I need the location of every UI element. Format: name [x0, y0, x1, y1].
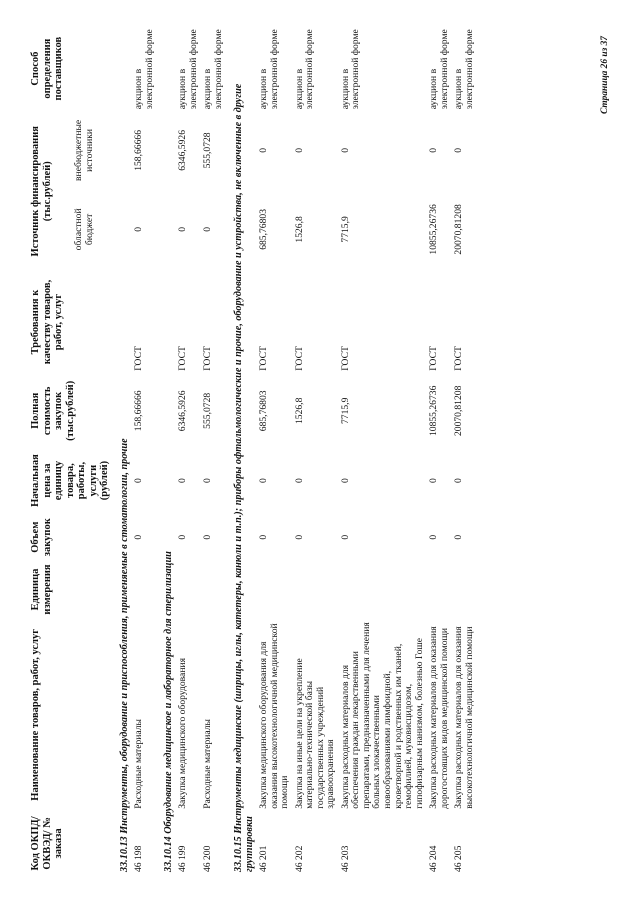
cell-code: 46 201 — [257, 845, 269, 872]
cell-volume: 0 — [453, 534, 465, 540]
cell-name: Закупка расходных материалов для обеспечения граждан лекарственными препаратами, предназначенными для лечения больных злокачественными новообразованиями лимфоидной, кроветворной и родственных им тканей, гемофилией, муковисцидозом, гипофизарным нанизмом, болезнью Гоше — [339, 622, 425, 809]
col-price: Начальная цена за единицу товара, работы, услуги (рублей) — [30, 454, 111, 507]
group-row — [157, 25, 176, 875]
cell-price: 0 — [293, 478, 305, 483]
cell-method: аукцион в электронной форме — [133, 29, 155, 110]
cell-total: 20070,81208 — [453, 385, 465, 436]
cell-regional: 0 — [177, 227, 189, 232]
table-row — [176, 25, 201, 875]
cell-name: Закупка расходных материалов для оказания высокотехнологичной медицинской помощи — [453, 626, 475, 809]
cell-unit — [201, 561, 226, 618]
cell-extra: 555,0728 — [202, 132, 214, 169]
group-code: 33.10.15 — [232, 836, 244, 872]
cell-name: Расходные материалы — [202, 719, 214, 809]
cell-extra: 0 — [428, 148, 440, 153]
cell-unit — [257, 561, 293, 618]
col-name: Наименование товаров, работ, услуг — [30, 628, 41, 801]
table-row — [427, 25, 452, 875]
cell-name: Закупка расходных материалов для оказания дорогостоящих видов медицинской помощи — [428, 626, 450, 809]
cell-name: Закупка медицинского оборудования — [177, 658, 189, 809]
cell-regional: 7715,9 — [339, 216, 351, 243]
cell-total: 10855,26736 — [428, 385, 440, 436]
cell-price: 0 — [339, 478, 351, 483]
table-row — [293, 25, 339, 875]
group-row — [227, 25, 257, 875]
cell-requirements: ГОСТ — [453, 346, 465, 371]
col-source: Источник финансирования (тыс.рублей) — [30, 126, 53, 257]
cell-volume: 0 — [257, 534, 269, 540]
cell-total: 685,76803 — [257, 390, 269, 432]
cell-total: 7715,9 — [339, 397, 351, 425]
group-title: Оборудование медицинское и лабораторное для стерилизации — [163, 551, 175, 834]
cell-unit — [293, 561, 339, 618]
group-code: 33.10.13 — [118, 836, 130, 872]
cell-requirements: ГОСТ — [257, 346, 269, 371]
cell-total: 6346,5926 — [177, 390, 189, 432]
cell-code: 46 198 — [133, 845, 145, 872]
cell-extra: 158,66666 — [133, 130, 145, 171]
cell-unit — [427, 561, 452, 618]
col-volume: Объем закупок — [30, 518, 53, 557]
cell-extra: 0 — [453, 148, 465, 153]
cell-price: 0 — [202, 478, 214, 483]
cell-name: Закупка на иные цели на укрепление материально-технической базы государственных учреждений здравоохранения — [293, 658, 337, 809]
cell-unit — [339, 561, 427, 618]
cell-code: 46 199 — [177, 845, 189, 872]
cell-requirements: ГОСТ — [177, 346, 189, 371]
cell-volume: 0 — [293, 534, 305, 540]
cell-method: аукцион в электронной форме — [202, 29, 224, 110]
cell-extra: 0 — [257, 148, 269, 153]
cell-unit — [176, 561, 201, 618]
cell-volume: 0 — [177, 534, 189, 540]
cell-method: аукцион в электронной форме — [293, 29, 316, 110]
cell-price: 0 — [453, 478, 465, 483]
cell-volume: 0 — [339, 534, 351, 540]
col-method: Способ определения поставщиков — [30, 36, 65, 101]
cell-regional: 0 — [133, 227, 145, 232]
table-body — [113, 25, 478, 875]
cell-regional: 1526,8 — [293, 216, 305, 243]
cell-requirements: ГОСТ — [293, 346, 305, 371]
cell-requirements: ГОСТ — [202, 346, 214, 371]
group-code: 33.10.14 — [163, 836, 175, 872]
group-heading — [157, 25, 176, 875]
cell-extra: 6346,5926 — [177, 130, 189, 171]
table-row — [452, 25, 477, 875]
cell-method: аукцион в электронной форме — [177, 29, 199, 110]
cell-requirements: ГОСТ — [428, 346, 440, 371]
group-heading — [113, 25, 132, 875]
cell-unit — [132, 561, 157, 618]
cell-regional: 10855,26736 — [428, 204, 440, 255]
cell-code: 46 205 — [453, 845, 465, 872]
cell-method: аукцион в электронной форме — [453, 29, 475, 110]
cell-name: Закупка медицинского оборудования для оказания высокотехнологичной медицинской помощи — [257, 623, 291, 809]
col-requirements: Требования к качеству товаров, работ, услуг — [30, 279, 65, 365]
cell-method: аукцион в электронной форме — [339, 29, 362, 110]
table-row — [257, 25, 293, 875]
cell-total: 158,66666 — [133, 390, 145, 432]
group-heading — [227, 25, 257, 875]
cell-code: 46 204 — [428, 845, 440, 872]
cell-price: 0 — [133, 478, 145, 483]
cell-total: 555,0728 — [202, 392, 214, 429]
cell-extra: 0 — [339, 148, 351, 153]
group-title: Инструменты медицинские (шприцы, иглы, катетеры, канюли и т.п.); приборы офтальмологические и прочие, оборудование и устройства, не включенные в другие группировки — [232, 83, 255, 872]
cell-regional: 685,76803 — [257, 209, 269, 250]
page-number: Страница 26 из 37 — [600, 36, 610, 115]
cell-requirements: ГОСТ — [339, 346, 351, 371]
cell-method: аукцион в электронной форме — [428, 29, 450, 110]
cell-volume: 0 — [202, 534, 214, 540]
cell-price: 0 — [257, 478, 269, 483]
cell-code: 46 203 — [339, 845, 351, 872]
cell-unit — [452, 561, 477, 618]
cell-code: 46 202 — [293, 845, 305, 872]
col-source-extra: внебюджетные источники — [73, 119, 95, 181]
cell-regional: 20070,81208 — [453, 204, 465, 255]
col-source-regional: областной бюджет — [73, 208, 95, 251]
table-header-row — [28, 25, 72, 875]
col-unit: Единица измерения — [30, 564, 53, 615]
cell-volume: 0 — [133, 534, 145, 540]
table-row — [201, 25, 226, 875]
cell-price: 0 — [177, 478, 189, 483]
table-row — [339, 25, 427, 875]
col-code: Код ОКПД/ ОКВЭД/ № заказа — [30, 816, 65, 871]
group-title: Инструменты, оборудование и приспособления, применяемые в стоматологии, прочие — [118, 438, 130, 834]
group-row — [113, 25, 132, 875]
cell-regional: 0 — [202, 227, 214, 232]
table-row — [132, 25, 157, 875]
cell-requirements: ГОСТ — [133, 346, 145, 371]
cell-method: аукцион в электронной форме — [257, 29, 280, 110]
cell-total: 1526,8 — [293, 397, 305, 425]
col-total: Полная стоимость закупок (тыс.рублей) — [30, 380, 76, 441]
cell-extra: 0 — [293, 148, 305, 153]
cell-volume: 0 — [428, 534, 440, 540]
cell-price: 0 — [428, 478, 440, 483]
cell-name: Расходные материалы — [133, 719, 145, 809]
cell-code: 46 200 — [202, 845, 214, 872]
procurement-table — [28, 25, 477, 875]
